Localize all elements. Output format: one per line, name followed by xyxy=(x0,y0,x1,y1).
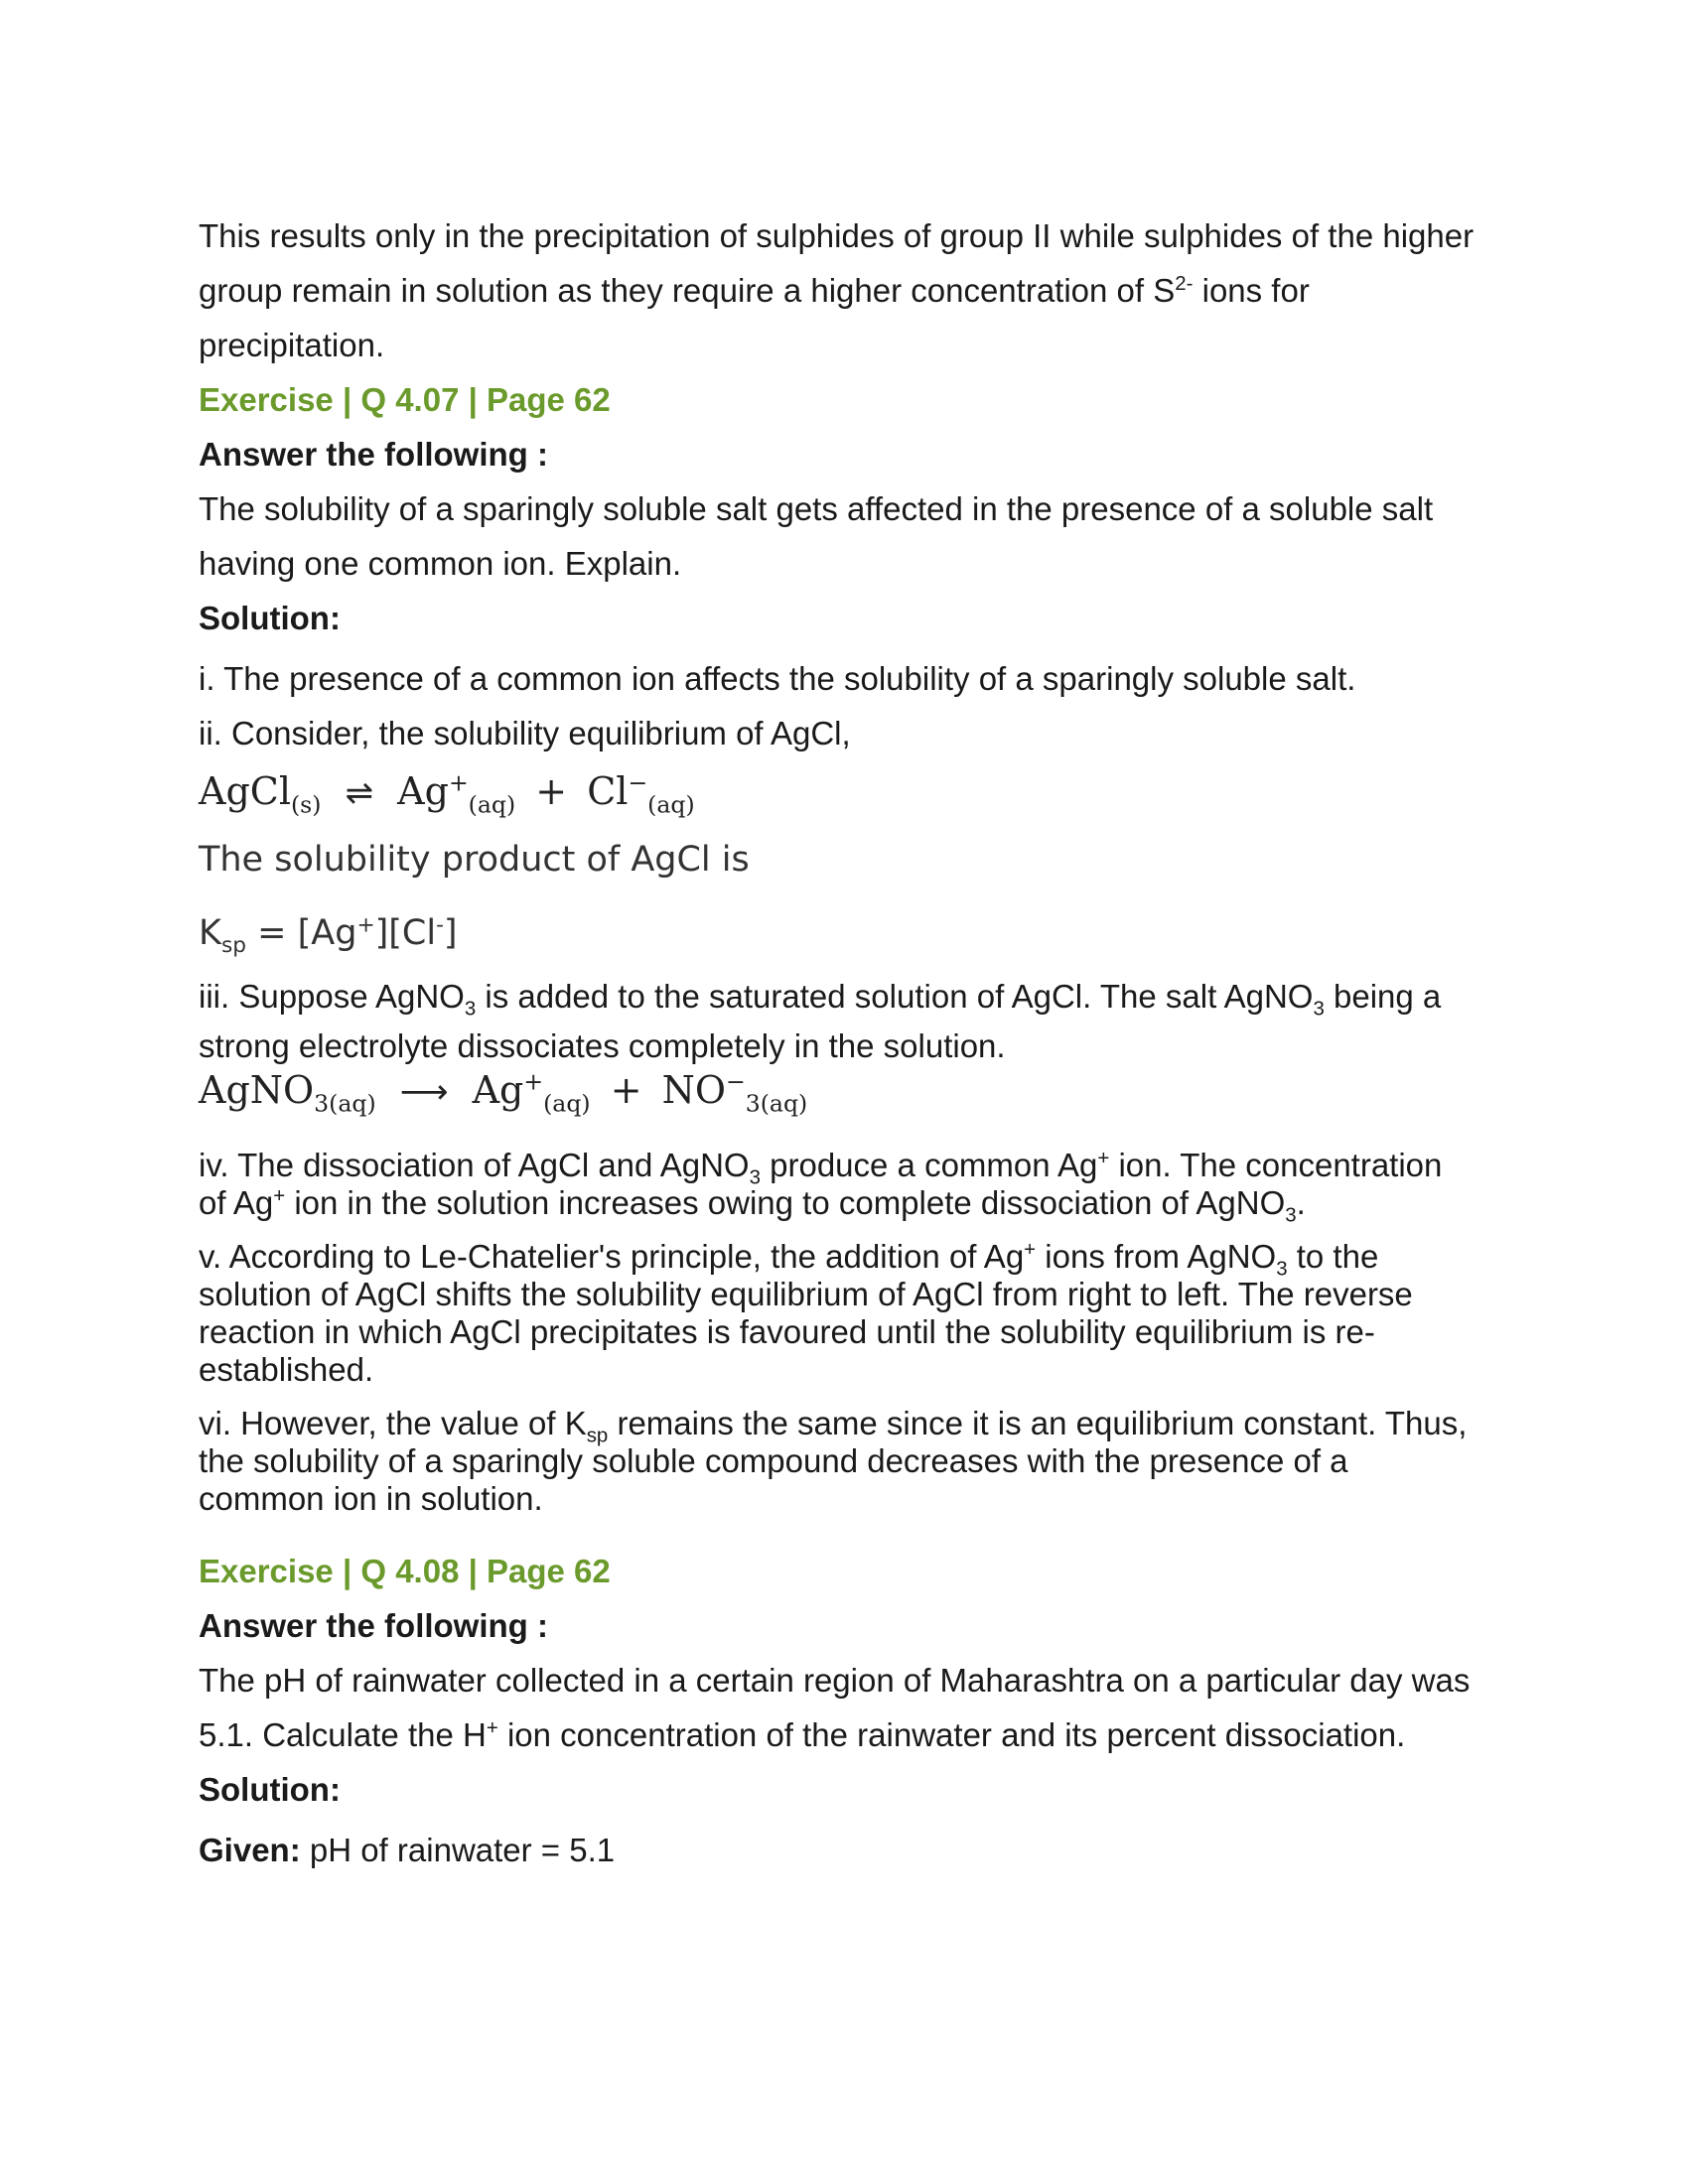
intro-line-2: group remain in solution as they require a higher concentration of $S^{2-}$ ions for xyxy=(199,272,1310,309)
given-line: Given: pH of rainwater = 5.1 xyxy=(199,1832,616,1868)
equilibrium-arrow-icon: ⇌ xyxy=(345,773,374,813)
step-5-line-4: established. xyxy=(199,1351,374,1388)
answer-prompt-q408: Answer the following : xyxy=(199,1607,548,1644)
step-6-line-3: common ion in solution. xyxy=(199,1480,543,1517)
equation-agno3-dissociation: AgNO$_{3(aq)}$ ⟶ $Ag^+_{(aq)} + NO^-_{3(aq)}$ xyxy=(199,1067,808,1118)
page-content xyxy=(199,208,1499,1877)
step-3-line-1: iii. Suppose AgNO$_3$ is added to the saturated solution of AgCl. The salt AgNO$_3$ being a xyxy=(199,978,1442,1021)
question-q407-line-1: The solubility of a sparingly soluble salt gets affected in the presence of a soluble salt xyxy=(199,490,1434,527)
answer-prompt-q407: Answer the following : xyxy=(199,436,548,473)
equation-agcl-equilibrium: AgCl$_{(s)}$ ⇌ $Ag^+_{(aq)} + Cl^-_{(aq)}$ xyxy=(199,768,695,819)
step-2: ii. Consider, the solubility equilibrium of AgCl, xyxy=(199,715,851,751)
intro-line-1: This results only in the precipitation of sulphides of group II while sulphides of the higher xyxy=(199,217,1475,254)
step-6-line-2: the solubility of a sparingly soluble compound decreases with the presence of a xyxy=(199,1442,1348,1479)
step-6-line-1: vi. However, the value of $K_{sp}$ remains the same since it is an equilibrium constant. Thus, xyxy=(199,1405,1468,1447)
step-4-line-1: iv. The dissociation of AgCl and AgNO$_3$ produce a common Ag+ ion. The concentration xyxy=(199,1147,1443,1189)
ksp-expression: $K_{sp} = [Ag^+][Cl^-]$ xyxy=(199,912,458,958)
exercise-heading-q408[interactable]: Exercise | Q 4.08 | Page 62 xyxy=(199,1553,611,1589)
step-5-line-3: reaction in which AgCl precipitates is favoured until the solubility equilibrium is re- xyxy=(199,1313,1375,1350)
question-q408-line-2: 5.1. Calculate the H+ ion concentration of the rainwater and its percent dissociation. xyxy=(199,1716,1406,1753)
solution-label-q407: Solution: xyxy=(199,600,341,636)
step-1: i. The presence of a common ion affects the solubility of a sparingly soluble salt. xyxy=(199,660,1356,697)
step-5-line-2: solution of AgCl shifts the solubility equilibrium of AgCl from right to left. The reverse xyxy=(199,1276,1413,1312)
reaction-arrow-icon: ⟶ xyxy=(399,1072,449,1112)
solution-label-q408: Solution: xyxy=(199,1771,341,1808)
exercise-heading-q407[interactable]: Exercise | Q 4.07 | Page 62 xyxy=(199,381,611,418)
ksp-intro: The solubility product of AgCl is xyxy=(199,840,750,880)
question-q407-line-2: having one common ion. Explain. xyxy=(199,545,682,582)
question-q408-line-1: The pH of rainwater collected in a certain region of Maharashtra on a particular day was xyxy=(199,1662,1471,1699)
step-5-line-1: v. According to Le-Chatelier's principle, the addition of Ag+ ions from AgNO$_3$ to the xyxy=(199,1238,1379,1281)
intro-line-3: precipitation. xyxy=(199,327,385,363)
step-4-line-2: of Ag+ ion in the solution increases owing to complete dissociation of AgNO$_3$. xyxy=(199,1184,1306,1227)
step-3-line-2: strong electrolyte dissociates completely in the solution. xyxy=(199,1027,1006,1064)
